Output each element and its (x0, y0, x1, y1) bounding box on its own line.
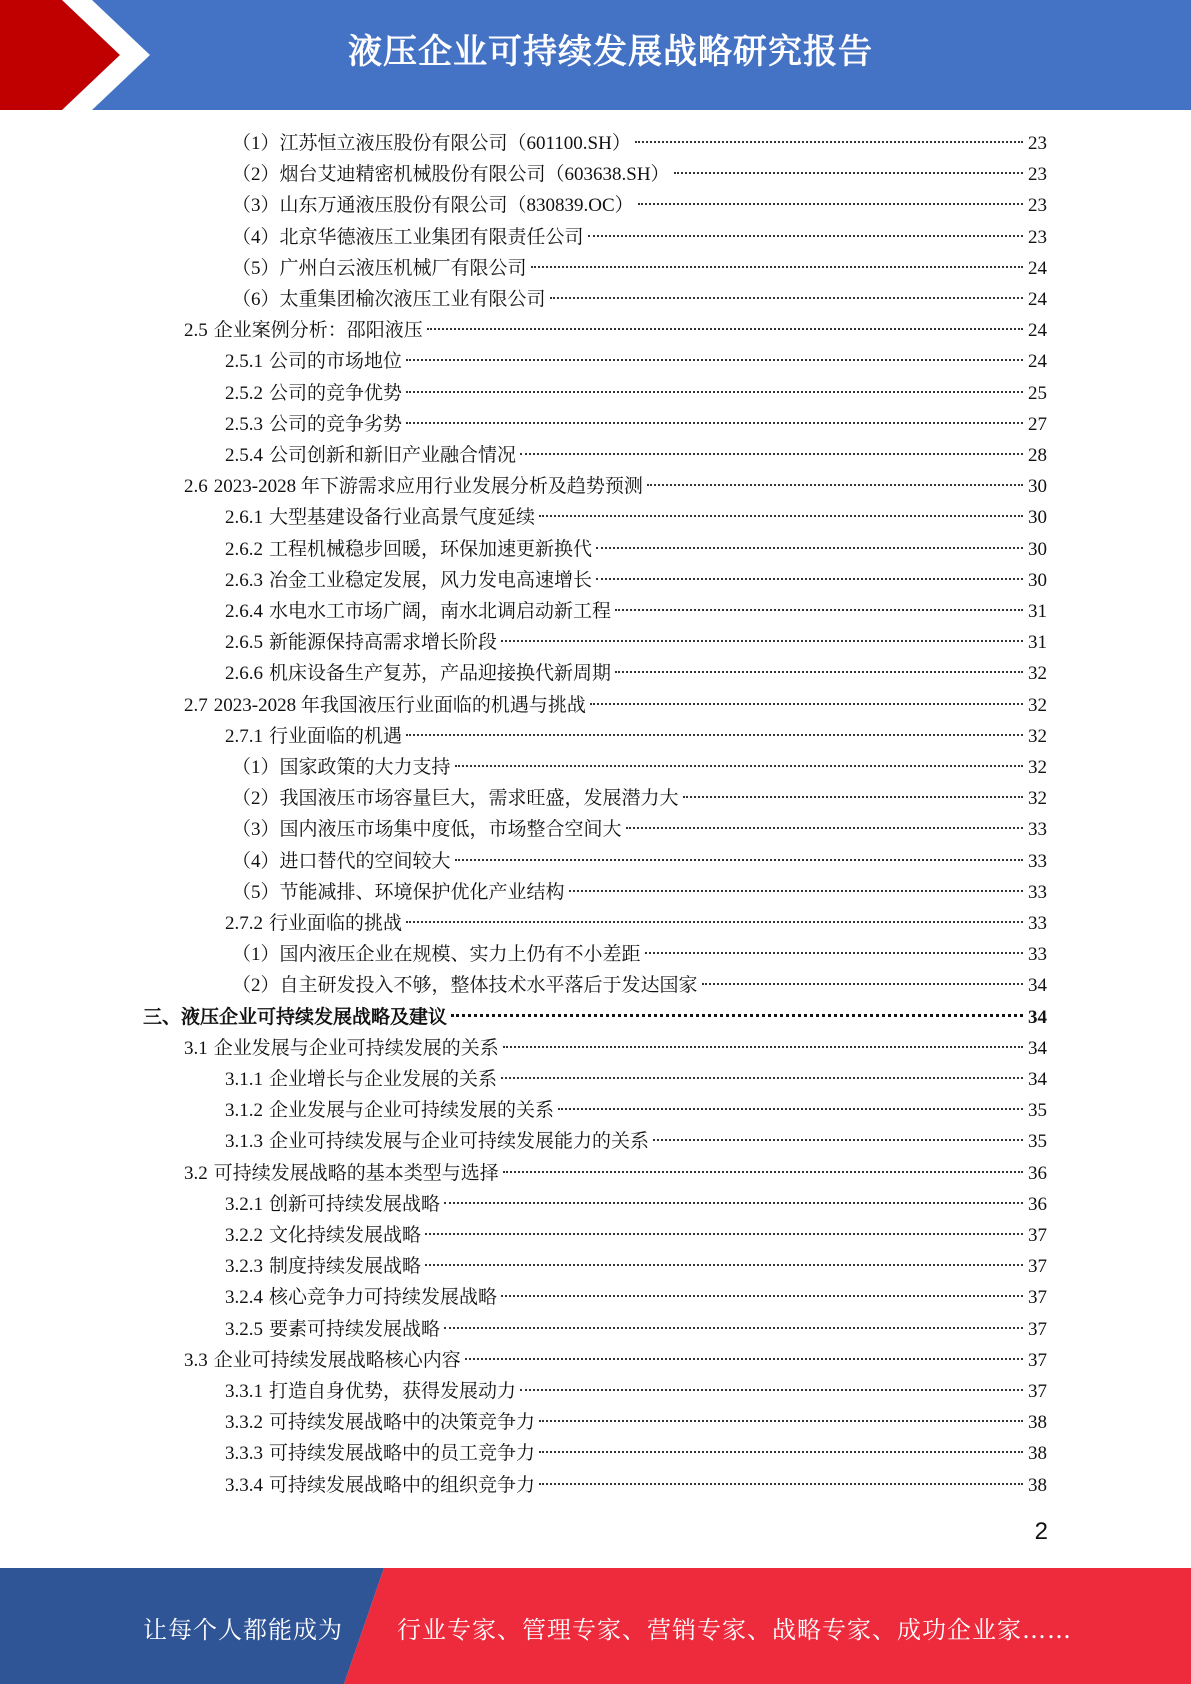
toc-entry[interactable] (225, 502, 1047, 533)
toc-dot-leader (702, 983, 1023, 985)
toc-entry-page: 37 (1028, 1349, 1047, 1371)
toc-entry-page: 31 (1028, 601, 1047, 622)
toc-dot-leader (588, 235, 1023, 237)
toc-entry-page: 23 (1028, 226, 1047, 248)
toc-dot-leader (520, 1389, 1023, 1391)
toc-entry[interactable] (225, 908, 1047, 939)
toc-entry-number: 2.5 (184, 320, 208, 342)
toc-entry-page: 32 (1028, 725, 1047, 747)
toc-entry-page: 30 (1028, 538, 1047, 560)
toc-entry-title: 公司的市场地位 (269, 351, 403, 373)
toc-entry-title: 打造自身优势，获得发展动力 (269, 1381, 517, 1402)
header-banner (0, 0, 1191, 110)
toc-entry-title: 核心竞争力可持续发展战略 (269, 1287, 498, 1309)
toc-entry[interactable] (232, 939, 1047, 970)
toc-entry[interactable] (232, 752, 1047, 783)
toc-entry-number: 2.5.4 (225, 445, 263, 466)
toc-entry[interactable] (184, 690, 1047, 721)
toc-entry-page: 36 (1028, 1193, 1047, 1215)
toc-dot-leader (590, 703, 1023, 705)
toc-entry-number: 3.1.1 (225, 1069, 263, 1090)
toc-entry[interactable] (184, 315, 1047, 346)
toc-entry-title: 企业发展与企业可持续发展的关系 (213, 1037, 499, 1059)
toc-entry-title: 制度持续发展战略 (269, 1256, 422, 1278)
toc-dot-leader (558, 1108, 1023, 1110)
toc-dot-leader (406, 391, 1023, 393)
toc-entry-page: 36 (1028, 1162, 1047, 1184)
toc-dot-leader (647, 484, 1023, 486)
toc-entry[interactable] (225, 534, 1047, 565)
toc-entry-title: 2023-2028 年下游需求应用行业发展分析及趋势预测 (213, 476, 643, 498)
toc-entry-page: 32 (1028, 694, 1047, 716)
toc-entry-page: 35 (1028, 1100, 1047, 1122)
toc-entry-number: 3.2.5 (225, 1318, 263, 1340)
toc-entry-page: 23 (1028, 133, 1047, 154)
toc-dot-leader (406, 921, 1023, 923)
toc-entry[interactable] (225, 1189, 1047, 1220)
toc-entry-title: 可持续发展战略中的员工竞争力 (269, 1443, 536, 1465)
toc-entry-page: 38 (1028, 1443, 1047, 1465)
toc-dot-leader (645, 952, 1023, 954)
toc-entry[interactable] (225, 565, 1047, 596)
toc-entry[interactable] (232, 970, 1047, 1001)
toc-entry[interactable] (225, 1095, 1047, 1126)
toc-entry-number: 2.6.1 (225, 507, 263, 529)
toc-entry-page: 31 (1028, 632, 1047, 654)
toc-dot-leader (550, 297, 1023, 299)
footer-slogan-left: 让每个人都能成为 (143, 1616, 343, 1644)
toc-entry-number: 3.2.3 (225, 1256, 263, 1278)
toc-entry-title: 企业发展与企业可持续发展的关系 (269, 1100, 555, 1122)
toc-entry-number: 3.3.1 (225, 1381, 263, 1402)
toc-entry-number: 2.7.2 (225, 913, 263, 934)
toc-entry[interactable] (225, 1251, 1047, 1282)
toc-dot-leader (653, 1139, 1023, 1141)
toc-entry-title: 行业面临的机遇 (269, 725, 403, 747)
toc-entry-title: （5）广州白云液压机械厂有限公司 (232, 257, 527, 279)
toc-entry-title: 企业可持续发展与企业可持续发展能力的关系 (269, 1131, 650, 1153)
toc-entry-number: 2.7 (184, 694, 208, 716)
toc-entry[interactable] (232, 846, 1047, 877)
toc-entry-page: 38 (1028, 1412, 1047, 1434)
toc-dot-leader (626, 827, 1023, 829)
toc-entry-title: 企业案例分析：邵阳液压 (213, 320, 423, 342)
toc-dot-leader (539, 515, 1023, 517)
toc-entry-number: 3.3.2 (225, 1412, 263, 1434)
toc-entry-number: 3.1 (184, 1037, 208, 1059)
toc-entry-page: 30 (1028, 507, 1047, 529)
toc-entry[interactable] (184, 471, 1047, 502)
toc-entry-title: 企业可持续发展战略核心内容 (213, 1349, 461, 1371)
toc-entry-page: 34 (1028, 1037, 1047, 1059)
toc-entry-number: 3.2.4 (225, 1287, 263, 1309)
toc-entry-number: 2.6.4 (225, 601, 263, 622)
toc-entry[interactable] (232, 222, 1047, 253)
toc-entry[interactable] (232, 253, 1047, 284)
toc-entry-page: 24 (1028, 351, 1047, 373)
toc-entry-page: 23 (1028, 164, 1047, 186)
toc-dot-leader (635, 141, 1023, 143)
toc-entry-title: 水电水工市场广阔，南水北调启动新工程 (269, 601, 612, 622)
footer-banner (0, 1568, 1191, 1684)
toc-entry[interactable] (225, 409, 1047, 440)
toc-entry-page: 32 (1028, 757, 1047, 778)
page-number: 2 (1034, 1518, 1048, 1545)
toc-dot-leader (638, 203, 1023, 205)
toc-entry[interactable] (225, 1438, 1047, 1469)
toc-dot-leader (406, 422, 1023, 424)
toc-entry-title: 机床设备生产复苏，产品迎接换代新周期 (269, 663, 612, 685)
toc-dot-leader (406, 734, 1023, 736)
toc-entry-number: 2.7.1 (225, 725, 263, 747)
toc-entry-title: 工程机械稳步回暖，环保加速更新换代 (269, 538, 593, 560)
toc-entry-page: 34 (1028, 1069, 1047, 1090)
toc-entry-title: 可持续发展战略的基本类型与选择 (213, 1162, 499, 1184)
toc-entry[interactable] (232, 877, 1047, 908)
toc-entry-title: （3）国内液压市场集中度低，市场整合空间大 (232, 819, 622, 841)
toc-entry[interactable] (232, 284, 1047, 315)
toc-entry-number: 3.3.3 (225, 1443, 263, 1465)
toc-entry-number: 3.3 (184, 1349, 208, 1371)
toc-entry-number: 3.2.2 (225, 1225, 263, 1246)
toc-entry-title: （1）江苏恒立液压股份有限公司（601100.SH） (232, 133, 631, 154)
toc-dot-leader (501, 1295, 1023, 1297)
footer-slogan-right: 行业专家、管理专家、营销专家、战略专家、成功企业家…… (397, 1616, 1072, 1644)
toc-entry-page: 34 (1028, 975, 1047, 997)
toc-entry[interactable] (225, 1376, 1047, 1407)
toc-entry-page: 37 (1028, 1287, 1047, 1309)
toc-entry-page: 37 (1028, 1256, 1047, 1278)
toc-entry[interactable] (225, 440, 1047, 471)
toc-entry-page: 27 (1028, 413, 1047, 435)
toc-dot-leader (596, 578, 1023, 580)
toc-entry-title: 文化持续发展战略 (269, 1225, 422, 1246)
toc-entry-title: （3）山东万通液压股份有限公司（830839.OC） (232, 195, 634, 217)
toc-entry-number: 2.6.6 (225, 663, 263, 685)
toc-entry-page: 32 (1028, 788, 1047, 810)
toc-dot-leader (425, 1233, 1023, 1235)
toc-dot-leader (451, 1014, 1023, 1017)
toc-entry-title: （5）节能减排、环境保护优化产业结构 (232, 881, 565, 903)
toc-entry-page: 30 (1028, 476, 1047, 498)
toc-entry-number: 2.5.1 (225, 351, 263, 373)
toc-entry-page: 33 (1028, 913, 1047, 934)
toc-entry-number: 3.3.4 (225, 1474, 263, 1496)
toc-entry-title: （1）国内液压企业在规模、实力上仍有不小差距 (232, 944, 641, 966)
toc-entry-title: 新能源保持高需求增长阶段 (269, 632, 498, 654)
toc-entry-number: 2.6.3 (225, 569, 263, 591)
toc-entry-title: （6）太重集团榆次液压工业有限公司 (232, 289, 546, 310)
toc-entry[interactable] (225, 1126, 1047, 1157)
toc-entry-page: 33 (1028, 819, 1047, 841)
toc-entry[interactable] (143, 1002, 1047, 1033)
toc-entry-number: 2.5.2 (225, 382, 263, 404)
toc-entry-number: 2.6.2 (225, 538, 263, 560)
toc-entry[interactable] (184, 1033, 1047, 1064)
toc-entry-title: （2）自主研发投入不够，整体技术水平落后于发达国家 (232, 975, 698, 997)
toc-entry[interactable] (184, 1158, 1047, 1189)
toc-entry[interactable] (232, 814, 1047, 845)
toc-dot-leader (683, 796, 1023, 798)
toc-dot-leader (531, 266, 1023, 268)
toc-entry-title: 要素可持续发展战略 (269, 1318, 441, 1340)
toc-entry[interactable] (225, 1314, 1047, 1345)
toc-dot-leader (539, 1451, 1023, 1453)
toc-entry[interactable] (225, 1470, 1047, 1501)
toc-entry-title: 可持续发展战略中的决策竞争力 (269, 1412, 536, 1434)
toc-dot-leader (615, 609, 1023, 611)
toc-entry-title: 行业面临的挑战 (269, 913, 403, 934)
toc-dot-leader (520, 453, 1023, 455)
toc-dot-leader (455, 765, 1023, 767)
toc-entry-title: 冶金工业稳定发展，风力发电高速增长 (269, 569, 593, 591)
toc-entry-title: 公司的竞争优势 (269, 382, 403, 404)
toc-entry[interactable] (232, 783, 1047, 814)
toc-entry-number: 3.1.2 (225, 1100, 263, 1122)
toc-entry[interactable] (225, 1282, 1047, 1313)
toc-entry-page: 37 (1028, 1225, 1047, 1246)
toc-dot-leader (539, 1483, 1023, 1485)
toc-dot-leader (444, 1202, 1023, 1204)
toc-entry-title: 大型基建设备行业高景气度延续 (269, 507, 536, 529)
toc-entry-title: （1）国家政策的大力支持 (232, 757, 451, 778)
toc-dot-leader (455, 859, 1023, 861)
toc-entry[interactable] (225, 596, 1047, 627)
toc-entry-title: 可持续发展战略中的组织竞争力 (269, 1474, 536, 1496)
toc-entry-page: 25 (1028, 382, 1047, 404)
toc-entry-number: 3.2.1 (225, 1193, 263, 1215)
report-title: 液压企业可持续发展战略研究报告 (348, 32, 873, 72)
toc-entry-title: 公司的竞争劣势 (269, 413, 403, 435)
toc-dot-leader (674, 172, 1023, 174)
toc-entry[interactable] (225, 378, 1047, 409)
toc-entry-title: （2）我国液压市场容量巨大，需求旺盛，发展潜力大 (232, 788, 679, 810)
toc-dot-leader (501, 1077, 1023, 1079)
toc-entry-page: 24 (1028, 320, 1047, 342)
toc-entry-page: 37 (1028, 1318, 1047, 1340)
toc-entry[interactable] (232, 159, 1047, 190)
toc-entry[interactable] (184, 1345, 1047, 1376)
toc-dot-leader (615, 671, 1023, 673)
toc-dot-leader (501, 640, 1023, 642)
toc-dot-leader (539, 1420, 1023, 1422)
toc-entry-number: 2.6.5 (225, 632, 263, 654)
toc-entry[interactable] (225, 627, 1047, 658)
toc-dot-leader (444, 1327, 1023, 1329)
toc-entry-number: 3.2 (184, 1162, 208, 1184)
toc-entry[interactable] (225, 1220, 1047, 1251)
toc-dot-leader (465, 1358, 1023, 1360)
toc-entry-page: 33 (1028, 850, 1047, 872)
toc-entry-title: 企业增长与企业发展的关系 (269, 1069, 498, 1090)
toc-entry-page: 37 (1028, 1381, 1047, 1402)
toc-dot-leader (503, 1046, 1023, 1048)
toc-entry[interactable] (225, 658, 1047, 689)
toc-dot-leader (596, 547, 1023, 549)
toc-entry-page: 33 (1028, 944, 1047, 966)
toc-entry[interactable] (225, 1407, 1047, 1438)
toc-entry-page: 24 (1028, 257, 1047, 279)
toc-entry[interactable] (225, 346, 1047, 377)
toc-entry-page: 33 (1028, 881, 1047, 903)
toc-entry-page: 34 (1028, 1006, 1047, 1028)
toc-entry-page: 35 (1028, 1131, 1047, 1153)
toc-dot-leader (569, 890, 1023, 892)
toc-entry[interactable] (225, 1064, 1047, 1095)
toc-entry-title: （4）北京华德液压工业集团有限责任公司 (232, 226, 584, 248)
toc-entry-number: 2.5.3 (225, 413, 263, 435)
toc-entry[interactable] (232, 190, 1047, 221)
toc-dot-leader (427, 328, 1023, 330)
toc-dot-leader (406, 359, 1023, 361)
toc-entry-title: 创新可持续发展战略 (269, 1193, 441, 1215)
toc-entry-page: 23 (1028, 195, 1047, 217)
toc-entry-title: 三、液压企业可持续发展战略及建议 (143, 1006, 448, 1028)
toc-entry-page: 32 (1028, 663, 1047, 685)
toc-entry-title: （2）烟台艾迪精密机械股份有限公司（603638.SH） (232, 164, 670, 186)
toc-entry-number: 2.6 (184, 476, 208, 498)
toc-entry-number: 3.1.3 (225, 1131, 263, 1153)
toc-dot-leader (425, 1264, 1023, 1266)
toc-entry-page: 38 (1028, 1474, 1047, 1496)
toc-dot-leader (503, 1171, 1023, 1173)
toc-entry-page: 28 (1028, 445, 1047, 466)
toc-entry-title: 2023-2028 年我国液压行业面临的机遇与挑战 (213, 694, 586, 716)
toc-entry-page: 24 (1028, 289, 1047, 310)
toc-entry-title: （4）进口替代的空间较大 (232, 850, 451, 872)
toc-entry[interactable] (225, 721, 1047, 752)
toc-entry-page: 30 (1028, 569, 1047, 591)
toc-entry[interactable] (232, 128, 1047, 159)
toc-entry-title: 公司创新和新旧产业融合情况 (269, 445, 517, 466)
